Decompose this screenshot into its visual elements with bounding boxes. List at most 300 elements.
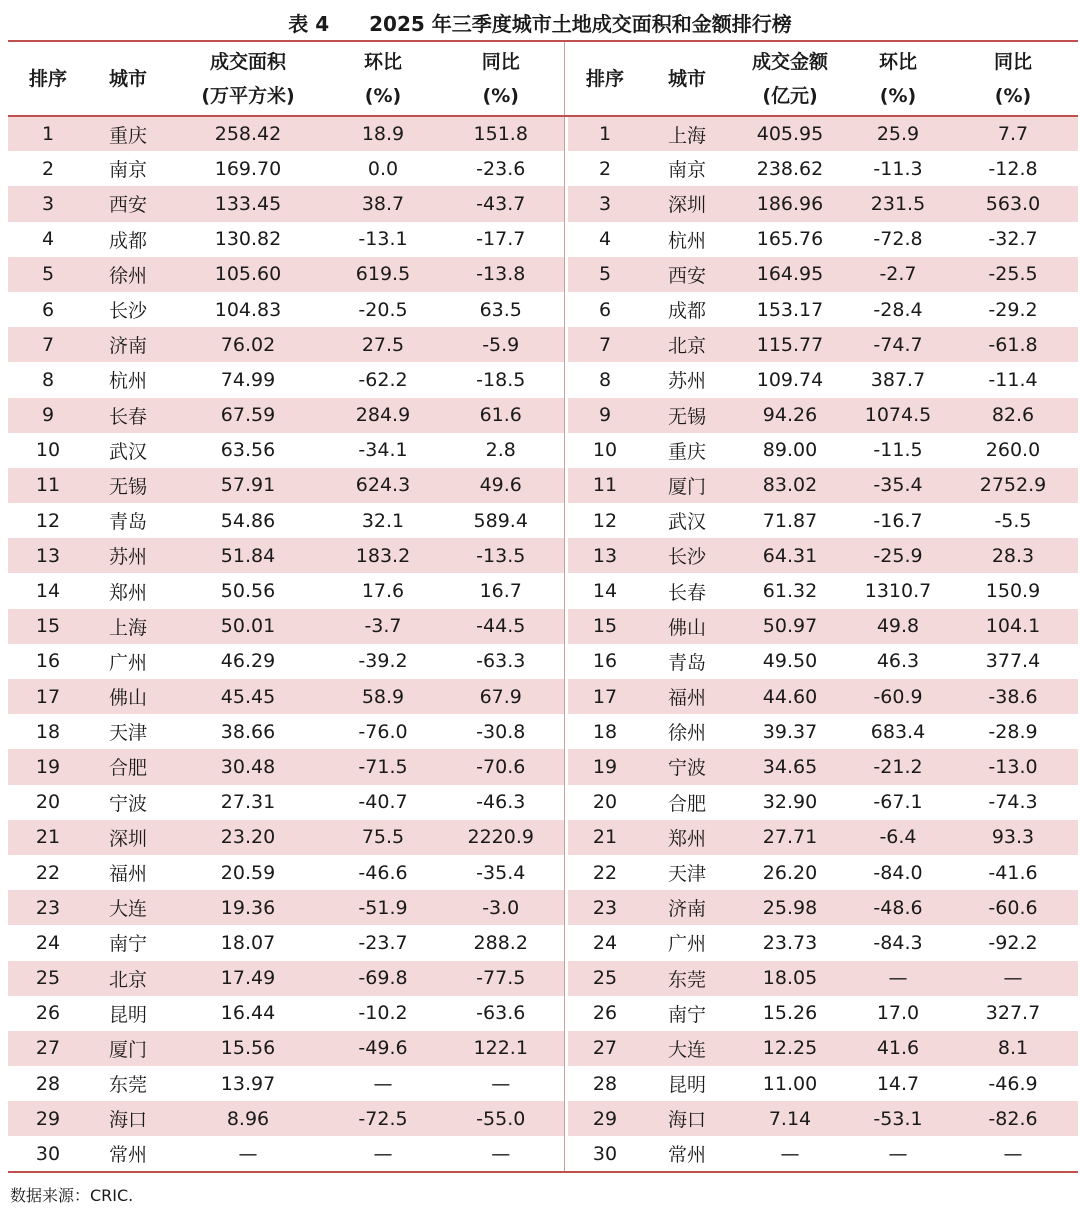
mom-cell-right: -2.7 [848, 257, 948, 292]
area-cell: 27.31 [220, 791, 276, 814]
rank-cell-right: 20 [592, 791, 618, 814]
city-cell-left: 上海 [88, 609, 168, 644]
mom-cell-left: 18.9 [328, 116, 438, 151]
header-area-line1: 成交面积 [209, 50, 286, 73]
area-cell: 67.59 [168, 398, 328, 433]
rank-cell-right: 4 [598, 228, 612, 251]
area-cell: 23.20 [168, 820, 328, 855]
rank-cell-left: 12 [35, 509, 61, 532]
yoy-cell-right: 150.9 [985, 580, 1041, 603]
amount-cell: 83.02 [732, 468, 848, 503]
mom-cell-left: -40.7 [358, 791, 408, 814]
rank-cell-right: 17 [568, 679, 642, 714]
city-cell-left: 合肥 [88, 749, 168, 784]
yoy-cell-left: -55.0 [438, 1101, 564, 1136]
yoy-cell-right: 327.7 [985, 1002, 1041, 1025]
mom-cell-right: -6.4 [848, 820, 948, 855]
yoy-cell-left: -5.9 [438, 327, 564, 362]
yoy-cell-left: -63.6 [438, 996, 564, 1031]
yoy-cell-left: -63.3 [438, 644, 564, 679]
mom-cell-right: 49.8 [848, 609, 948, 644]
yoy-cell-right: -38.6 [948, 679, 1078, 714]
area-cell: 15.56 [168, 1031, 328, 1066]
rank-cell-right: 27 [568, 1031, 642, 1066]
amount-cell: 50.97 [732, 609, 848, 644]
header-area-line2: (万平方米) [201, 84, 295, 107]
city-cell-left: 东莞 [108, 1074, 147, 1097]
area-cell: — [168, 1136, 328, 1171]
city-cell-left: 杭州 [108, 370, 147, 393]
area-cell: 57.91 [168, 468, 328, 503]
area-cell: 46.29 [220, 650, 276, 673]
city-cell-right: 合肥 [667, 792, 706, 815]
area-cell: 133.45 [168, 186, 328, 221]
area-cell: 74.99 [220, 368, 276, 391]
yoy-cell-left: 16.7 [438, 573, 564, 608]
yoy-cell-right: -32.7 [988, 228, 1038, 251]
table-row [8, 538, 1078, 573]
amount-cell: 7.14 [732, 1101, 848, 1136]
rank-cell-right: 25 [568, 961, 642, 996]
rank-cell-right: 5 [568, 257, 642, 292]
yoy-cell-right: 377.4 [985, 650, 1041, 673]
city-cell-left: 苏州 [88, 538, 168, 573]
table-row [8, 327, 1078, 362]
mom-cell-left: -51.9 [328, 890, 438, 925]
yoy-cell-right: -29.2 [988, 298, 1038, 321]
mom-cell-right: 25.9 [848, 116, 948, 151]
city-cell-left: 南宁 [108, 933, 147, 956]
rank-cell-right: 13 [568, 538, 642, 573]
header-amount-line1: 成交金额 [751, 50, 828, 73]
yoy-cell-right: -5.5 [994, 509, 1032, 532]
rank-cell-left: 18 [35, 720, 61, 743]
rank-cell-left: 14 [35, 580, 61, 603]
mom-cell-right: 46.3 [876, 650, 920, 673]
header-yoy-right-line2: (%) [994, 84, 1032, 107]
table-row [8, 961, 1078, 996]
city-cell-right: 南京 [667, 159, 706, 182]
yoy-cell-left: -46.3 [438, 785, 564, 820]
header-row [8, 41, 1078, 116]
table-row [8, 1066, 1078, 1101]
yoy-cell-left: -23.6 [438, 151, 564, 186]
yoy-cell-left: -43.7 [438, 186, 564, 221]
city-cell-right: 青岛 [667, 651, 706, 674]
yoy-cell-right: -13.0 [948, 749, 1078, 784]
city-cell-right: 福州 [642, 679, 732, 714]
mom-cell-right: 683.4 [870, 720, 926, 743]
header-city-left: 城市 [88, 41, 168, 116]
area-cell: 38.66 [220, 720, 276, 743]
header-rank-right: 排序 [568, 41, 642, 116]
amount-cell: 153.17 [756, 298, 824, 321]
city-cell-right: 北京 [642, 327, 732, 362]
area-cell: 50.01 [168, 609, 328, 644]
rank-cell-left: 23 [8, 890, 88, 925]
area-cell: 30.48 [168, 749, 328, 784]
rank-cell-left: 9 [8, 398, 88, 433]
mom-cell-right: — [848, 961, 948, 996]
table-row [8, 609, 1078, 644]
yoy-cell-right: 563.0 [948, 186, 1078, 221]
yoy-cell-left: — [438, 1066, 564, 1101]
city-cell-right: 东莞 [642, 961, 732, 996]
mom-cell-left: 624.3 [328, 468, 438, 503]
mom-cell-left: — [373, 1072, 393, 1095]
yoy-cell-left: 61.6 [438, 398, 564, 433]
mom-cell-right: 41.6 [848, 1031, 948, 1066]
rank-cell-left: 7 [8, 327, 88, 362]
rank-cell-left: 5 [8, 257, 88, 292]
header-mom-right-line2: (%) [879, 84, 917, 107]
rank-cell-left: 22 [35, 861, 61, 884]
header-rank-left: 排序 [8, 41, 88, 116]
amount-cell: 49.50 [762, 650, 818, 673]
rank-cell-right: 22 [592, 861, 618, 884]
area-cell: 20.59 [220, 861, 276, 884]
mom-cell-right: 17.0 [876, 1002, 920, 1025]
table-row [8, 398, 1078, 433]
rank-cell-left: 11 [8, 468, 88, 503]
table-row [8, 925, 1078, 960]
rank-cell-left: 26 [35, 1002, 61, 1025]
mom-cell-right: -84.3 [873, 931, 923, 954]
mom-cell-right: 1074.5 [848, 398, 948, 433]
mom-cell-left: -34.1 [358, 439, 408, 462]
city-cell-left: 常州 [88, 1136, 168, 1171]
rank-cell-left: 16 [35, 650, 61, 673]
rank-cell-left: 15 [8, 609, 88, 644]
table-row [8, 1136, 1078, 1171]
city-cell-right: 济南 [642, 890, 732, 925]
table-row [8, 292, 1078, 327]
rank-cell-right: 16 [592, 650, 618, 673]
mom-cell-right: -72.8 [873, 228, 923, 251]
mom-cell-right: 1310.7 [864, 580, 932, 603]
city-cell-left: 北京 [88, 961, 168, 996]
table-row [8, 855, 1078, 890]
yoy-cell-right: 8.1 [948, 1031, 1078, 1066]
mom-cell-left: -46.6 [358, 861, 408, 884]
area-cell: 105.60 [168, 257, 328, 292]
mom-cell-left: 58.9 [328, 679, 438, 714]
amount-cell: 186.96 [732, 186, 848, 221]
city-cell-right: 武汉 [667, 511, 706, 534]
amount-cell: 34.65 [732, 749, 848, 784]
city-cell-right: 大连 [642, 1031, 732, 1066]
mom-cell-right: — [848, 1136, 948, 1171]
mom-cell-right: 387.7 [870, 368, 926, 391]
area-cell: 18.07 [220, 931, 276, 954]
city-cell-right: 杭州 [667, 229, 706, 252]
mom-cell-left: 32.1 [361, 509, 405, 532]
city-cell-right: 无锡 [642, 398, 732, 433]
amount-cell: 89.00 [762, 439, 818, 462]
mom-cell-left: -3.7 [328, 609, 438, 644]
mom-cell-left: -49.6 [328, 1031, 438, 1066]
mom-cell-right: -67.1 [873, 791, 923, 814]
table-row [8, 1101, 1078, 1136]
city-cell-right: 南宁 [667, 1003, 706, 1026]
rank-cell-right: 7 [568, 327, 642, 362]
area-cell: 130.82 [214, 228, 282, 251]
table-row [8, 116, 1078, 151]
mom-cell-left: 17.6 [361, 580, 405, 603]
yoy-cell-right: — [948, 961, 1078, 996]
mom-cell-right: -74.7 [848, 327, 948, 362]
area-cell: 13.97 [220, 1072, 276, 1095]
yoy-cell-left: -30.8 [438, 714, 564, 749]
mom-cell-right: -60.9 [848, 679, 948, 714]
yoy-cell-left: — [438, 1136, 564, 1171]
yoy-cell-right: 93.3 [948, 820, 1078, 855]
yoy-cell-right: -25.5 [948, 257, 1078, 292]
city-cell-left: 海口 [88, 1101, 168, 1136]
yoy-cell-right: -61.8 [948, 327, 1078, 362]
yoy-cell-left: 2220.9 [438, 820, 564, 855]
yoy-cell-left: 122.1 [438, 1031, 564, 1066]
city-cell-right: 海口 [642, 1101, 732, 1136]
rank-cell-right: 30 [568, 1136, 642, 1171]
rank-cell-right: 26 [592, 1002, 618, 1025]
mom-cell-left: -62.2 [358, 368, 408, 391]
table-title-text: 2025 年三季度城市土地成交面积和金额排行榜 [369, 11, 792, 36]
table-row [8, 468, 1078, 503]
table-row [8, 785, 1078, 820]
yoy-cell-left: 67.9 [438, 679, 564, 714]
yoy-cell-right: 260.0 [985, 439, 1041, 462]
rank-cell-right: 18 [592, 720, 618, 743]
amount-cell: 164.95 [732, 257, 848, 292]
rank-cell-right: 11 [568, 468, 642, 503]
header-city-right: 城市 [642, 41, 732, 116]
rank-cell-left: 30 [8, 1136, 88, 1171]
table-row [8, 1031, 1078, 1066]
city-cell-left: 南京 [108, 159, 147, 182]
mom-cell-left: -13.1 [358, 228, 408, 251]
amount-cell: 18.05 [732, 961, 848, 996]
rank-cell-left: 6 [41, 298, 55, 321]
city-cell-right: 徐州 [667, 722, 706, 745]
header-amount [732, 41, 848, 116]
table-row [8, 222, 1078, 257]
header-yoy-left [438, 41, 564, 116]
header-area [168, 41, 328, 116]
yoy-cell-right: -60.6 [948, 890, 1078, 925]
rank-cell-left: 1 [8, 116, 88, 151]
table-row [8, 996, 1078, 1031]
rank-cell-right: 29 [568, 1101, 642, 1136]
mom-cell-left: — [328, 1136, 438, 1171]
mom-cell-left: 27.5 [328, 327, 438, 362]
mom-cell-left: -69.8 [328, 961, 438, 996]
rank-cell-right: 9 [568, 398, 642, 433]
rank-cell-right: 14 [592, 580, 618, 603]
city-cell-right: 厦门 [642, 468, 732, 503]
city-cell-left: 深圳 [88, 820, 168, 855]
area-cell: 169.70 [214, 157, 282, 180]
city-cell-right: 天津 [667, 863, 706, 886]
table-row [8, 644, 1078, 679]
mom-cell-right: 14.7 [876, 1072, 920, 1095]
city-cell-left: 武汉 [108, 440, 147, 463]
city-cell-left: 重庆 [88, 116, 168, 151]
mom-cell-right: -25.9 [848, 538, 948, 573]
city-cell-left: 长沙 [108, 300, 147, 323]
city-cell-left: 青岛 [108, 511, 147, 534]
table-row [8, 820, 1078, 855]
yoy-cell-right: 2752.9 [948, 468, 1078, 503]
yoy-cell-right: 82.6 [948, 398, 1078, 433]
rank-cell-right: 23 [568, 890, 642, 925]
city-cell-left: 济南 [88, 327, 168, 362]
data-source-note: 数据来源：CRIC. [10, 1186, 134, 1205]
table-number: 表 4 [288, 11, 330, 36]
rank-cell-left: 2 [41, 157, 55, 180]
amount-cell: 115.77 [732, 327, 848, 362]
table-row [8, 151, 1078, 186]
amount-cell: 44.60 [732, 679, 848, 714]
mom-cell-left: -23.7 [358, 931, 408, 954]
amount-cell: 27.71 [732, 820, 848, 855]
area-cell: 63.56 [220, 439, 276, 462]
rank-cell-left: 17 [8, 679, 88, 714]
mom-cell-left: -72.5 [328, 1101, 438, 1136]
rank-cell-left: 3 [8, 186, 88, 221]
rank-cell-left: 21 [8, 820, 88, 855]
rank-cell-right: 24 [592, 931, 618, 954]
yoy-cell-right: — [948, 1136, 1078, 1171]
city-cell-right: 昆明 [667, 1074, 706, 1097]
rank-cell-right: 3 [568, 186, 642, 221]
yoy-cell-left: 151.8 [438, 116, 564, 151]
yoy-cell-left: -13.8 [438, 257, 564, 292]
area-cell: 51.84 [168, 538, 328, 573]
rank-cell-left: 27 [8, 1031, 88, 1066]
header-yoy-left-line1: 同比 [481, 50, 520, 73]
amount-cell: 15.26 [762, 1002, 818, 1025]
ranking-table [8, 40, 1078, 1173]
city-cell-right: 长春 [667, 581, 706, 604]
ranking-table-wrapper [8, 40, 1078, 1173]
header-yoy-left-line2: (%) [482, 84, 519, 107]
city-cell-left: 厦门 [88, 1031, 168, 1066]
mom-cell-right: -53.1 [848, 1101, 948, 1136]
area-cell: 54.86 [220, 509, 276, 532]
mom-cell-right: -35.4 [848, 468, 948, 503]
city-cell-left: 宁波 [108, 792, 147, 815]
header-yoy-right [948, 41, 1078, 116]
area-cell: 45.45 [168, 679, 328, 714]
yoy-cell-right: -74.3 [988, 791, 1038, 814]
mom-cell-right: -48.6 [848, 890, 948, 925]
city-cell-right: 佛山 [642, 609, 732, 644]
mom-cell-right: -11.5 [873, 439, 923, 462]
table-row [8, 362, 1078, 397]
rank-cell-right: 15 [568, 609, 642, 644]
city-cell-left: 长春 [88, 398, 168, 433]
area-cell: 19.36 [168, 890, 328, 925]
yoy-cell-left: 288.2 [438, 925, 564, 960]
rank-cell-right: 21 [568, 820, 642, 855]
mom-cell-right: -28.4 [873, 298, 923, 321]
table-row [8, 679, 1078, 714]
area-cell: 104.83 [214, 298, 282, 321]
mom-cell-left: -76.0 [358, 720, 408, 743]
rank-cell-left: 13 [8, 538, 88, 573]
city-cell-right: 深圳 [642, 186, 732, 221]
yoy-cell-right: -82.6 [948, 1101, 1078, 1136]
header-mom-left-line1: 环比 [363, 50, 402, 73]
rank-cell-left: 20 [35, 791, 61, 814]
yoy-cell-left: 589.4 [438, 503, 564, 538]
rank-cell-right: 12 [592, 509, 618, 532]
header-yoy-right-line1: 同比 [993, 50, 1032, 73]
city-cell-right: 成都 [667, 300, 706, 323]
header-mom-left-line2: (%) [364, 84, 402, 107]
amount-cell: 61.32 [762, 580, 818, 603]
rank-cell-right: 10 [592, 439, 618, 462]
yoy-cell-left: -18.5 [438, 362, 564, 397]
city-cell-right: 长沙 [642, 538, 732, 573]
area-cell: 17.49 [168, 961, 328, 996]
yoy-cell-right: -28.9 [988, 720, 1038, 743]
rank-cell-right: 19 [568, 749, 642, 784]
city-cell-left: 福州 [108, 863, 147, 886]
yoy-cell-right: -92.2 [988, 931, 1038, 954]
yoy-cell-left: -17.7 [438, 222, 564, 257]
amount-cell: 32.90 [762, 791, 818, 814]
city-cell-right: 西安 [642, 257, 732, 292]
mom-cell-left: -20.5 [358, 298, 408, 321]
area-cell: 76.02 [168, 327, 328, 362]
table-row [8, 749, 1078, 784]
table-body [8, 116, 1078, 1172]
table-row [8, 573, 1078, 608]
city-cell-left: 大连 [88, 890, 168, 925]
amount-cell: 165.76 [756, 228, 824, 251]
amount-cell: 64.31 [732, 538, 848, 573]
rank-cell-left: 29 [8, 1101, 88, 1136]
table-row [8, 714, 1078, 749]
area-cell: 8.96 [168, 1101, 328, 1136]
amount-cell: — [732, 1136, 848, 1171]
table-row [8, 890, 1078, 925]
mom-cell-right: -84.0 [873, 861, 923, 884]
rank-cell-left: 8 [41, 368, 55, 391]
mom-cell-left: -71.5 [328, 749, 438, 784]
city-cell-right: 苏州 [667, 370, 706, 393]
mom-cell-left: -10.2 [358, 1002, 408, 1025]
city-cell-left: 佛山 [88, 679, 168, 714]
mom-cell-right: -16.7 [873, 509, 923, 532]
rank-cell-left: 19 [8, 749, 88, 784]
mom-cell-left: 0.0 [367, 157, 399, 180]
city-cell-right: 重庆 [667, 440, 706, 463]
table-title [0, 6, 1080, 38]
amount-cell: 12.25 [732, 1031, 848, 1066]
amount-cell: 109.74 [756, 368, 824, 391]
rank-cell-right: 6 [598, 298, 612, 321]
rank-cell-left: 10 [35, 439, 61, 462]
yoy-cell-right: 104.1 [948, 609, 1078, 644]
yoy-cell-left: -77.5 [438, 961, 564, 996]
rank-cell-right: 28 [592, 1072, 618, 1095]
amount-cell: 405.95 [732, 116, 848, 151]
city-cell-left: 西安 [88, 186, 168, 221]
city-cell-right: 宁波 [642, 749, 732, 784]
